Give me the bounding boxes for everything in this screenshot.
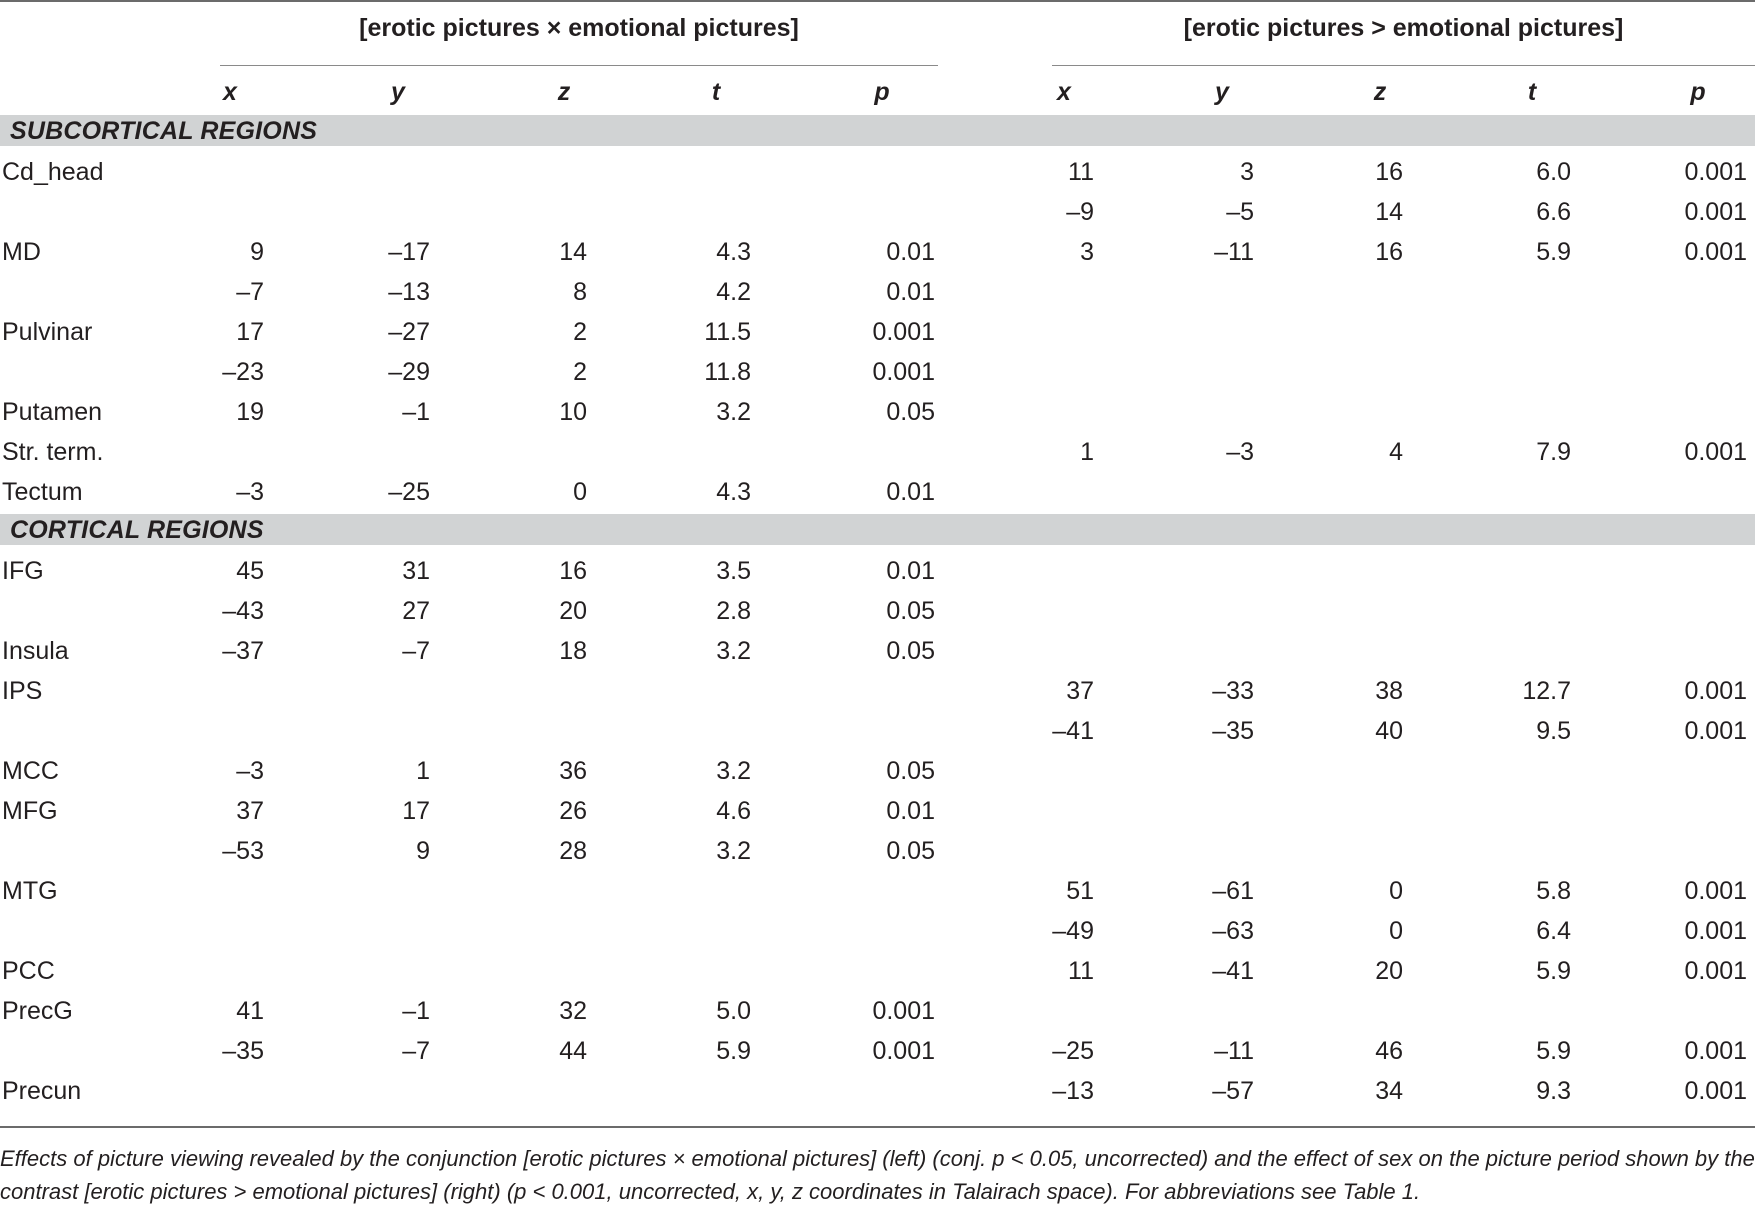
- region-label: Precun: [2, 1077, 82, 1105]
- group-rule-right: [1052, 65, 1755, 66]
- table-row: [0, 790, 1755, 830]
- cell-left-x: 9: [250, 238, 264, 266]
- cell-left-x: –35: [222, 1037, 264, 1065]
- cell-right-p: 0.001: [1684, 717, 1747, 745]
- section-band: [0, 514, 1755, 545]
- section-band: [0, 115, 1755, 146]
- cell-left-x: –7: [236, 278, 264, 306]
- table-row: [0, 950, 1755, 990]
- cell-right-z: 40: [1375, 717, 1403, 745]
- cell-right-x: 11: [1068, 158, 1094, 186]
- region-label: MCC: [2, 757, 59, 785]
- cell-right-t: 5.9: [1536, 238, 1571, 266]
- cell-right-p: 0.001: [1684, 877, 1747, 905]
- cell-right-z: 16: [1375, 158, 1403, 186]
- cell-right-p: 0.001: [1684, 438, 1747, 466]
- cell-left-t: 3.2: [716, 837, 751, 865]
- cell-right-y: –3: [1226, 438, 1254, 466]
- table-row: [0, 710, 1755, 750]
- cell-left-x: –43: [222, 597, 264, 625]
- table-row: [0, 870, 1755, 910]
- cell-left-x: –3: [236, 757, 264, 785]
- cell-left-z: 36: [559, 757, 587, 785]
- table-row: [0, 990, 1755, 1030]
- cell-right-p: 0.001: [1684, 158, 1747, 186]
- region-label: MFG: [2, 797, 58, 825]
- cell-left-t: 4.3: [716, 238, 751, 266]
- cell-right-x: 37: [1066, 677, 1094, 705]
- cell-right-y: –33: [1212, 677, 1254, 705]
- cell-left-x: –53: [222, 837, 264, 865]
- cell-left-z: 2: [573, 358, 587, 386]
- table-row: [0, 311, 1755, 351]
- cell-right-x: –9: [1066, 198, 1094, 226]
- cell-left-z: 18: [559, 637, 587, 665]
- cell-left-y: –25: [388, 478, 430, 506]
- cell-right-x: 11: [1068, 957, 1094, 985]
- region-label: Insula: [2, 637, 69, 665]
- cell-left-y: –7: [402, 1037, 430, 1065]
- cell-left-y: –29: [388, 358, 430, 386]
- top-rule: [0, 0, 1755, 2]
- cell-right-t: 9.3: [1536, 1077, 1571, 1105]
- region-label: IPS: [2, 677, 43, 705]
- region-label: MTG: [2, 877, 58, 905]
- cell-left-x: 19: [236, 398, 264, 426]
- table-row: [0, 750, 1755, 790]
- cell-right-t: 5.8: [1536, 877, 1571, 905]
- cell-right-x: –41: [1052, 717, 1094, 745]
- cell-left-p: 0.05: [886, 637, 935, 665]
- cell-left-z: 44: [559, 1037, 587, 1065]
- region-label: Tectum: [2, 478, 83, 506]
- cell-left-y: –13: [388, 278, 430, 306]
- region-label: Pulvinar: [2, 318, 93, 346]
- cell-right-y: 3: [1240, 158, 1254, 186]
- cell-left-x: –3: [236, 478, 264, 506]
- cell-left-x: 41: [236, 997, 264, 1025]
- table-row: [0, 1030, 1755, 1070]
- bottom-rule: [0, 1126, 1755, 1128]
- table-row: [0, 830, 1755, 870]
- cell-right-y: –61: [1212, 877, 1254, 905]
- cell-left-p: 0.001: [872, 997, 935, 1025]
- cell-left-y: –1: [402, 398, 430, 426]
- cell-left-y: 9: [416, 837, 430, 865]
- cell-right-z: 34: [1375, 1077, 1403, 1105]
- region-label: Cd_head: [2, 158, 104, 186]
- cell-right-t: 12.7: [1522, 677, 1571, 705]
- cell-left-p: 0.001: [872, 358, 935, 386]
- cell-right-z: 20: [1375, 957, 1403, 985]
- cell-left-t: 4.3: [716, 478, 751, 506]
- cell-left-z: 28: [559, 837, 587, 865]
- cell-left-z: 2: [573, 318, 587, 346]
- table-row: [0, 391, 1755, 431]
- cell-right-p: 0.001: [1684, 238, 1747, 266]
- cell-left-p: 0.01: [886, 797, 935, 825]
- cell-left-p: 0.001: [872, 318, 935, 346]
- group-title-left: [erotic pictures × emotional pictures]: [359, 14, 799, 42]
- cell-left-p: 0.05: [886, 398, 935, 426]
- region-label: MD: [2, 238, 41, 266]
- region-label: Str. term.: [2, 438, 104, 466]
- table-row: [0, 550, 1755, 590]
- region-label: Putamen: [2, 398, 103, 426]
- cell-right-t: 5.9: [1536, 1037, 1571, 1065]
- cell-left-z: 14: [559, 238, 587, 266]
- group-rule-left: [220, 65, 938, 66]
- cell-right-z: 0: [1389, 877, 1403, 905]
- table-row: [0, 471, 1755, 511]
- cell-right-y: –5: [1226, 198, 1254, 226]
- cell-left-p: 0.05: [886, 837, 935, 865]
- cell-right-p: 0.001: [1684, 677, 1747, 705]
- column-header-left-y: y: [391, 78, 405, 106]
- section-label: SUBCORTICAL REGIONS: [10, 117, 318, 145]
- cell-left-p: 0.01: [886, 557, 935, 585]
- table-row: [0, 630, 1755, 670]
- cell-left-t: 5.0: [716, 997, 751, 1025]
- cell-right-x: –13: [1052, 1077, 1094, 1105]
- column-header-right-z: z: [1373, 78, 1387, 106]
- cell-left-z: 26: [559, 797, 587, 825]
- cell-right-p: 0.001: [1684, 917, 1747, 945]
- cell-left-t: 11.5: [704, 318, 751, 346]
- cell-left-t: 3.2: [716, 398, 751, 426]
- region-label: IFG: [2, 557, 44, 585]
- cell-left-p: 0.01: [886, 478, 935, 506]
- cell-left-t: 11.8: [704, 358, 751, 386]
- cell-left-y: 17: [402, 797, 430, 825]
- cell-right-t: 7.9: [1536, 438, 1571, 466]
- cell-left-t: 3.2: [716, 757, 751, 785]
- table-row: [0, 191, 1755, 231]
- cell-right-x: –49: [1052, 917, 1094, 945]
- table-row: [0, 231, 1755, 271]
- cell-right-x: 51: [1066, 877, 1094, 905]
- cell-left-x: –23: [222, 358, 264, 386]
- cell-right-p: 0.001: [1684, 1077, 1747, 1105]
- cell-right-y: –35: [1212, 717, 1254, 745]
- table-row: [0, 670, 1755, 710]
- cell-left-x: –37: [222, 637, 264, 665]
- cell-right-x: –25: [1052, 1037, 1094, 1065]
- cell-right-x: 3: [1080, 238, 1094, 266]
- cell-right-y: –11: [1214, 1037, 1254, 1065]
- column-header-right-p: p: [1690, 78, 1706, 106]
- cell-left-p: 0.01: [886, 278, 935, 306]
- cell-right-p: 0.001: [1684, 957, 1747, 985]
- cell-right-t: 5.9: [1536, 957, 1571, 985]
- cell-right-y: –41: [1212, 957, 1254, 985]
- cell-left-y: –17: [388, 238, 430, 266]
- column-header-left-z: z: [557, 78, 571, 106]
- cell-right-z: 46: [1375, 1037, 1403, 1065]
- cell-left-z: 8: [573, 278, 587, 306]
- cell-left-t: 3.2: [716, 637, 751, 665]
- cell-right-y: –63: [1212, 917, 1254, 945]
- cell-left-t: 2.8: [716, 597, 751, 625]
- cell-left-t: 4.6: [716, 797, 751, 825]
- cell-left-y: 27: [402, 597, 430, 625]
- cell-right-z: 0: [1389, 917, 1403, 945]
- cell-right-x: 1: [1080, 438, 1094, 466]
- cell-left-z: 0: [573, 478, 587, 506]
- section-label: CORTICAL REGIONS: [10, 516, 264, 544]
- table-row: [0, 351, 1755, 391]
- cell-right-z: 38: [1375, 677, 1403, 705]
- cell-left-y: –27: [388, 318, 430, 346]
- column-header-right-t: t: [1527, 78, 1537, 106]
- region-label: PrecG: [2, 997, 73, 1025]
- cell-right-t: 6.6: [1536, 198, 1571, 226]
- region-label: PCC: [2, 957, 55, 985]
- cell-left-t: 5.9: [716, 1037, 751, 1065]
- cell-left-z: 10: [559, 398, 587, 426]
- group-title-right: [erotic pictures > emotional pictures]: [1183, 14, 1624, 42]
- cell-left-y: 31: [402, 557, 430, 585]
- cell-left-t: 4.2: [716, 278, 751, 306]
- cell-left-x: 17: [236, 318, 264, 346]
- cell-left-p: 0.05: [886, 757, 935, 785]
- cell-right-z: 16: [1375, 238, 1403, 266]
- cell-left-z: 20: [559, 597, 587, 625]
- table-row: [0, 431, 1755, 471]
- cell-left-z: 16: [559, 557, 587, 585]
- cell-left-y: 1: [416, 757, 430, 785]
- cell-left-x: 45: [236, 557, 264, 585]
- column-header-left-p: p: [874, 78, 890, 106]
- column-header-right-x: x: [1057, 78, 1071, 106]
- cell-left-p: 0.05: [886, 597, 935, 625]
- cell-left-y: –1: [402, 997, 430, 1025]
- cell-left-p: 0.001: [872, 1037, 935, 1065]
- table-row: [0, 1070, 1755, 1110]
- cell-right-y: –11: [1214, 238, 1254, 266]
- cell-left-z: 32: [559, 997, 587, 1025]
- cell-right-z: 14: [1375, 198, 1403, 226]
- table-row: [0, 271, 1755, 311]
- cell-right-t: 6.4: [1536, 917, 1571, 945]
- column-header-right-y: y: [1215, 78, 1229, 106]
- table-row: [0, 151, 1755, 191]
- cell-right-z: 4: [1389, 438, 1403, 466]
- cell-right-t: 6.0: [1536, 158, 1571, 186]
- cell-right-p: 0.001: [1684, 198, 1747, 226]
- column-header-left-x: x: [223, 78, 237, 106]
- cell-left-x: 37: [236, 797, 264, 825]
- cell-right-y: –57: [1212, 1077, 1254, 1105]
- cell-right-t: 9.5: [1536, 717, 1571, 745]
- table-row: [0, 910, 1755, 950]
- table-row: [0, 590, 1755, 630]
- cell-left-y: –7: [402, 637, 430, 665]
- cell-left-p: 0.01: [886, 238, 935, 266]
- cell-left-t: 3.5: [716, 557, 751, 585]
- column-header-left-t: t: [711, 78, 721, 106]
- table-caption: Effects of picture viewing revealed by the conjunction [erotic pictures × emotional pictures] (left) (conj. p < 0.05, uncorrected) and the effect of sex on the picture period shown by the contrast [erotic pictures > emotional pictures] (right) (p < 0.001, uncorrected, x, y, z coordinates in Talairach space). For abbreviations see Table 1.: [0, 1146, 1755, 1204]
- cell-right-p: 0.001: [1684, 1037, 1747, 1065]
